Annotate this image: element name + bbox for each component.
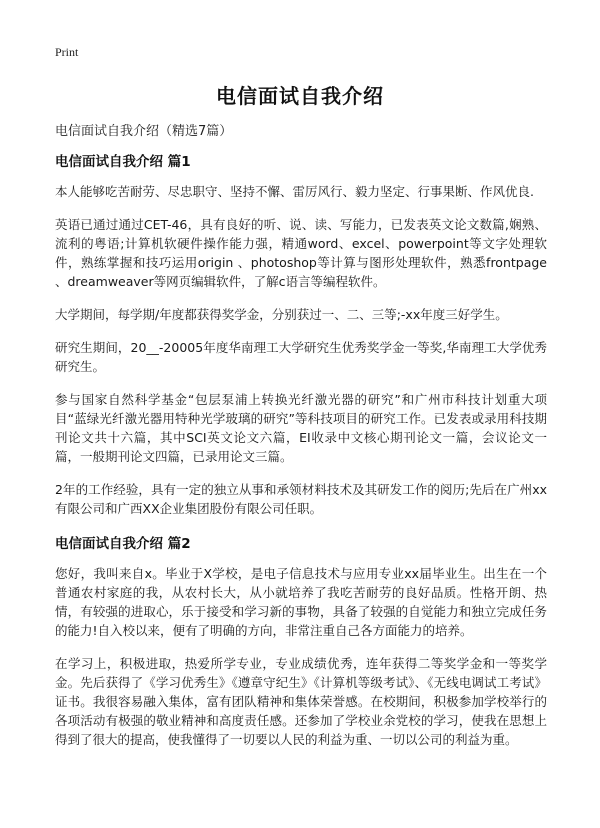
paragraph: 大学期间，每学期/年度都获得奖学金，分别获过一、二、三等;-xx年度三好学生。 [55,307,508,322]
section-2 [55,532,547,749]
paragraph: 参与国家自然科学基金“包层泵浦上转换光纤激光器的研究”和广州市科技计划重大项目“蓝绿光纤激光器用特种光学玻璃的研究”等科技项目的研究工作。已发表或录用科技期刊论文共十六篇，其中SCI英文论文六篇，EI收录中文核心期刊论文一篇，会议论文一篇，一般期刊论文四篇，已录用论文三篇。 [55,392,547,464]
paragraph: 您好，我叫来自x。毕业于X学校，是电子信息技术与应用专业xx届毕业生。出生在一个普通农村家庭的我，从农村长大，从小就培养了我吃苦耐劳的良好品质。性格开朗、热情，有较强的进取心，乐于接受和学习新的事物，具备了较强的自觉能力和独立完成任务的能力!自入校以来，便有了明确的方向，非常注重自己各方面能力的培养。 [55,566,547,638]
section-1 [55,150,547,518]
paragraph: 2年的工作经验，具有一定的独立从事和承领材料技术及其研发工作的阅历;先后在广州xx有限公司和广西XX企业集团股份有限公司任职。 [55,482,547,516]
paragraph: 英语已通过通过CET-46，具有良好的听、说、读、写能力，已发表英文论文数篇,娴熟、流利的粤语;计算机软硬件操作能力强，精通word、excel、powerpoint等文字处理软件，熟练掌握和技巧运用origin 、photoshop等计算与图形处理软件，熟悉frontpage 、dreamweaver等网页编辑软件，了解c语言等编程软件。 [55,217,547,289]
paragraph: 在学习上，积极进取，热爱所学专业，专业成绩优秀，连年获得二等奖学金和一等奖学金。先后获得了《学习优秀生》《遵章守纪生》《计算机等级考试》、《无线电调试工考试》证书。我很容易融入集体，富有团队精神和集体荣誉感。在校期间，积极参加学校举行的各项活动有极强的敬业精神和高度责任感。还参加了学校业余党校的学习，使我在思想上得到了很大的提高，使我懂得了一切要以人民的利益为重、一切以公司的利益为重。 [55,656,547,747]
print-link[interactable]: Print [55,45,79,59]
document-subtitle: 电信面试自我介绍（精选7篇） [55,124,233,139]
page-title: 电信面试自我介绍 [216,84,384,108]
paragraph: 本人能够吃苦耐劳、尽忠职守、坚持不懈、雷厉风行、毅力坚定、行事果断、作风优良. [55,184,534,199]
section-heading: 电信面试自我介绍 篇2 [55,536,191,552]
document-body [55,150,547,763]
section-heading: 电信面试自我介绍 篇1 [55,154,191,170]
paragraph: 研究生期间，20__-20005年度华南理工大学研究生优秀奖学金一等奖,华南理工大学优秀研究生。 [55,340,547,374]
